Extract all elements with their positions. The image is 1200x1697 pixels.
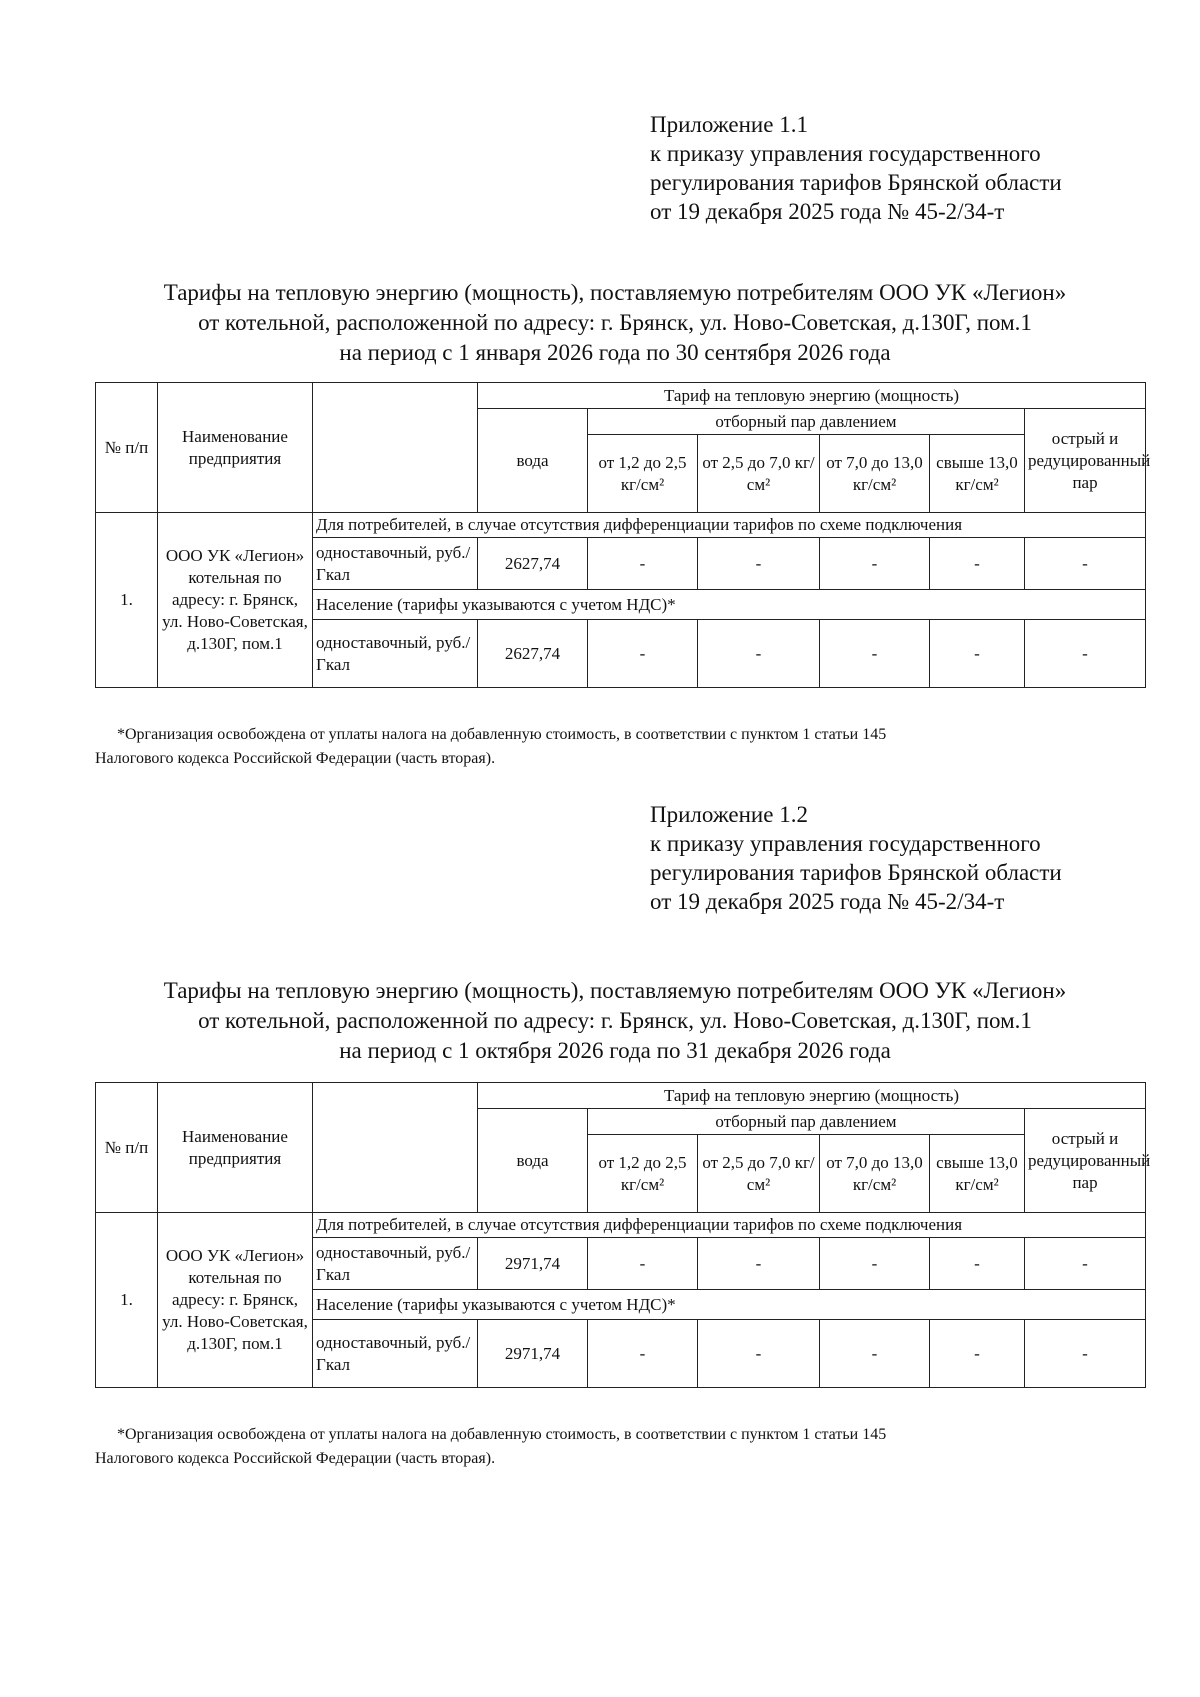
header-water: вода: [478, 1109, 588, 1213]
header-num: № п/п: [96, 383, 158, 513]
header-pressure-3: от 7,0 до 13,0 кг/см²: [820, 435, 930, 513]
row-number: 1.: [96, 513, 158, 688]
header-steam: отборный пар давлением: [588, 409, 1025, 435]
dash-cell: -: [588, 538, 698, 590]
footnote-line: *Организация освобождена от уплаты налога на добавленную стоимость, в соответствии с пунктом 1 статьи 145: [117, 1426, 887, 1443]
header-pressure-2: от 2,5 до 7,0 кг/см²: [698, 435, 820, 513]
header-pressure-4: свыше 13,0 кг/см²: [930, 435, 1025, 513]
dash-cell: -: [1025, 538, 1146, 590]
group-row-population: Население (тарифы указываются с учетом НДС)*: [313, 1290, 1146, 1320]
title-line: на период с 1 октября 2026 года по 31 декабря 2026 года: [339, 1038, 891, 1063]
header-empty: [313, 1083, 478, 1213]
appendix-line: регулирования тарифов Брянской области: [650, 860, 1062, 885]
rate-type: одноставочный, руб./Гкал: [313, 538, 478, 590]
appendix-line: к приказу управления государственного: [650, 831, 1041, 856]
header-sharp-steam: острый и редуцированный пар: [1025, 1109, 1146, 1213]
tariff-table-1: [95, 382, 1151, 688]
header-pressure-2: от 2,5 до 7,0 кг/см²: [698, 1135, 820, 1213]
rate-type: одноставочный, руб./Гкал: [313, 620, 478, 688]
header-pressure-1: от 1,2 до 2,5 кг/см²: [588, 435, 698, 513]
rate-type: одноставочный, руб./Гкал: [313, 1238, 478, 1290]
group-row-general: Для потребителей, в случае отсутствия дифференциации тарифов по схеме подключения: [313, 513, 1146, 538]
footnote-2: [95, 1423, 1145, 1471]
appendix-line: к приказу управления государственного: [650, 141, 1041, 166]
header-pressure-3: от 7,0 до 13,0 кг/см²: [820, 1135, 930, 1213]
dash-cell: -: [588, 1238, 698, 1290]
appendix-line: Приложение 1.2: [650, 802, 808, 827]
water-tariff-value: 2971,74: [478, 1320, 588, 1388]
header-name: Наименование предприятия: [158, 1083, 313, 1213]
dash-cell: -: [588, 620, 698, 688]
tariff-table-2: [95, 1082, 1151, 1388]
footnote-line: Налогового кодекса Российской Федерации (часть вторая).: [95, 750, 496, 767]
title-line: на период с 1 января 2026 года по 30 сентября 2026 года: [339, 340, 891, 365]
dash-cell: -: [698, 1320, 820, 1388]
footnote-line: *Организация освобождена от уплаты налога на добавленную стоимость, в соответствии с пунктом 1 статьи 145: [117, 726, 887, 743]
appendix-line: регулирования тарифов Брянской области: [650, 170, 1062, 195]
header-pressure-4: свыше 13,0 кг/см²: [930, 1135, 1025, 1213]
rate-type: одноставочный, руб./Гкал: [313, 1320, 478, 1388]
dash-cell: -: [820, 1238, 930, 1290]
title-line: от котельной, расположенной по адресу: г. Брянск, ул. Ново-Советская, д.130Г, пом.1: [198, 310, 1032, 335]
dash-cell: -: [820, 538, 930, 590]
appendix-header-2: [650, 800, 1062, 916]
footnote-1: [95, 723, 1145, 771]
dash-cell: -: [930, 620, 1025, 688]
appendix-line: от 19 декабря 2025 года № 45-2/34-т: [650, 889, 1005, 914]
dash-cell: -: [930, 1320, 1025, 1388]
footnote-line: Налогового кодекса Российской Федерации (часть вторая).: [95, 1450, 496, 1467]
dash-cell: -: [930, 538, 1025, 590]
dash-cell: -: [930, 1238, 1025, 1290]
dash-cell: -: [698, 1238, 820, 1290]
organization-name: ООО УК «Легион» котельная по адресу: г. Брянск, ул. Ново-Советская, д.130Г, пом.1: [158, 513, 313, 688]
group-row-population: Население (тарифы указываются с учетом НДС)*: [313, 590, 1146, 620]
title-line: Тарифы на тепловую энергию (мощность), поставляемую потребителям ООО УК «Легион»: [163, 280, 1067, 305]
header-tariff: Тариф на тепловую энергию (мощность): [478, 1083, 1146, 1109]
appendix-line: Приложение 1.1: [650, 112, 808, 137]
dash-cell: -: [1025, 1238, 1146, 1290]
header-pressure-1: от 1,2 до 2,5 кг/см²: [588, 1135, 698, 1213]
dash-cell: -: [1025, 620, 1146, 688]
dash-cell: -: [698, 538, 820, 590]
dash-cell: -: [588, 1320, 698, 1388]
title-line: от котельной, расположенной по адресу: г. Брянск, ул. Ново-Советская, д.130Г, пом.1: [198, 1008, 1032, 1033]
water-tariff-value: 2627,74: [478, 538, 588, 590]
header-sharp-steam: острый и редуцированный пар: [1025, 409, 1146, 513]
row-number: 1.: [96, 1213, 158, 1388]
dash-cell: -: [698, 620, 820, 688]
dash-cell: -: [820, 620, 930, 688]
dash-cell: -: [820, 1320, 930, 1388]
header-water: вода: [478, 409, 588, 513]
document-title-2: [100, 976, 1130, 1066]
appendix-line: от 19 декабря 2025 года № 45-2/34-т: [650, 199, 1005, 224]
header-steam: отборный пар давлением: [588, 1109, 1025, 1135]
header-num: № п/п: [96, 1083, 158, 1213]
header-name: Наименование предприятия: [158, 383, 313, 513]
water-tariff-value: 2627,74: [478, 620, 588, 688]
organization-name: ООО УК «Легион» котельная по адресу: г. Брянск, ул. Ново-Советская, д.130Г, пом.1: [158, 1213, 313, 1388]
appendix-header-1: [650, 110, 1062, 226]
water-tariff-value: 2971,74: [478, 1238, 588, 1290]
group-row-general: Для потребителей, в случае отсутствия дифференциации тарифов по схеме подключения: [313, 1213, 1146, 1238]
header-empty: [313, 383, 478, 513]
dash-cell: -: [1025, 1320, 1146, 1388]
title-line: Тарифы на тепловую энергию (мощность), поставляемую потребителям ООО УК «Легион»: [163, 978, 1067, 1003]
header-tariff: Тариф на тепловую энергию (мощность): [478, 383, 1146, 409]
document-title-1: [100, 278, 1130, 368]
